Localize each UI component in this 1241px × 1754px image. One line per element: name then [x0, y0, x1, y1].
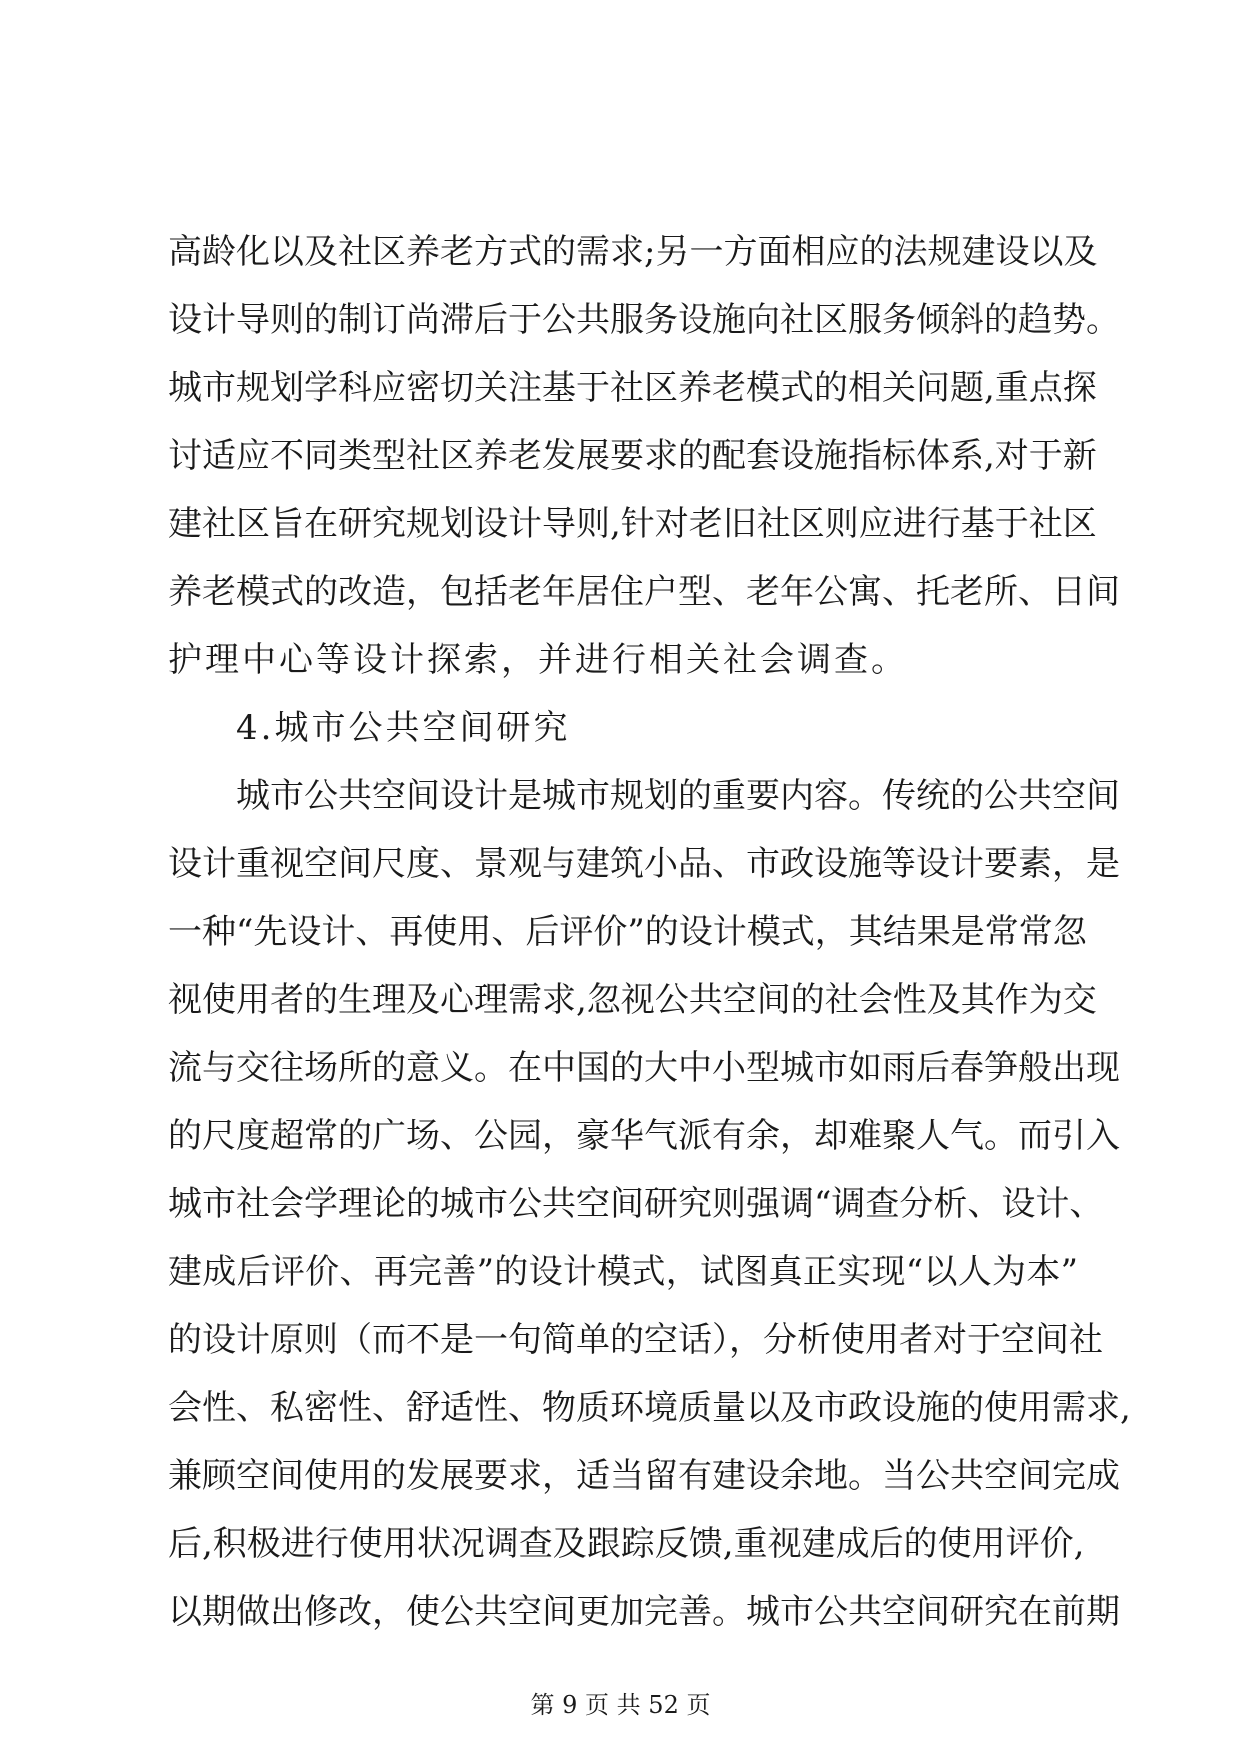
body-text-line: 养老模式的改造，包括老年居住户型、老年公寓、托老所、日间 [168, 572, 1120, 612]
page-number-footer: 第 9 页 共 52 页 [530, 1691, 711, 1719]
body-text-line: 设计重视空间尺度、景观与建筑小品、市政设施等设计要素，是 [168, 844, 1120, 884]
body-text-line: 讨适应不同类型社区养老发展要求的配套设施指标体系,对于新 [168, 436, 1097, 476]
body-text-line: 的尺度超常的广场、公园，豪华气派有余，却难聚人气。而引入 [168, 1116, 1120, 1156]
body-text-line: 城市规划学科应密切关注基于社区养老模式的相关问题,重点探 [168, 368, 1097, 408]
body-text-line: 城市社会学理论的城市公共空间研究则强调“调查分析、设计、 [168, 1184, 1104, 1224]
body-text-line: 的设计原则（而不是一句简单的空话），分析使用者对于空间社 [168, 1320, 1103, 1360]
body-text-line: 兼顾空间使用的发展要求，适当留有建设余地。当公共空间完成 [168, 1456, 1120, 1496]
body-text-line: 一种“先设计、再使用、后评价”的设计模式，其结果是常常忽 [168, 912, 1087, 952]
body-text-line: 建社区旨在研究规划设计导则,针对老旧社区则应进行基于社区 [168, 504, 1097, 544]
body-text-line: 设计导则的制订尚滞后于公共服务设施向社区服务倾斜的趋势。 [168, 300, 1120, 340]
section-heading: 4.城市公共空间研究 [236, 708, 571, 748]
body-text-line: 流与交往场所的意义。在中国的大中小型城市如雨后春笋般出现 [168, 1048, 1120, 1088]
body-text-line: 视使用者的生理及心理需求,忽视公共空间的社会性及其作为交 [168, 980, 1097, 1020]
body-text-line: 护理中心等设计探索，并进行相关社会调查。 [168, 640, 908, 680]
body-text-line: 高龄化以及社区养老方式的需求;另一方面相应的法规建设以及 [168, 232, 1098, 272]
body-text-line: 建成后评价、再完善”的设计模式，试图真正实现“以人为本” [168, 1252, 1078, 1292]
body-text-line: 会性、私密性、舒适性、物质环境质量以及市政设施的使用需求, [168, 1388, 1131, 1428]
body-text-line: 以期做出修改，使公共空间更加完善。城市公共空间研究在前期 [168, 1592, 1120, 1632]
body-text-line: 后,积极进行使用状况调查及跟踪反馈,重视建成后的使用评价, [168, 1524, 1085, 1564]
body-text-line: 城市公共空间设计是城市规划的重要内容。传统的公共空间 [236, 776, 1120, 816]
